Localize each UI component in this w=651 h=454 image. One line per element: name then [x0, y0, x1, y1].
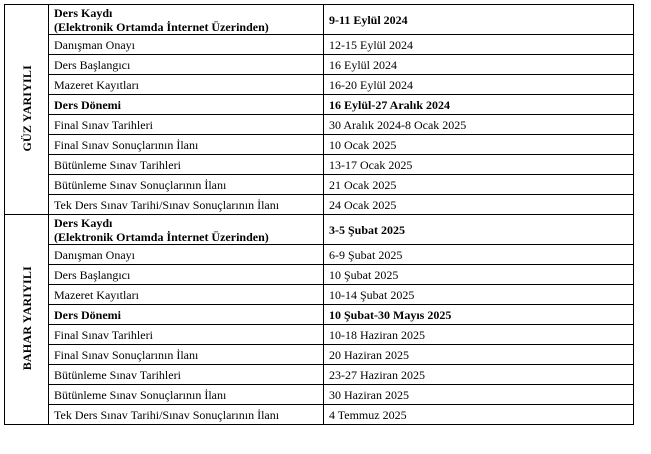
event-name: Final Sınav Tarihleri [54, 327, 153, 342]
semester-label-cell [5, 5, 49, 215]
event-cell [49, 215, 324, 245]
event-cell [49, 5, 324, 35]
date-cell: 20 Haziran 2025 [324, 345, 634, 365]
event-cell [49, 55, 324, 75]
event-name: Tek Ders Sınav Tarihi/Sınav Sonuçlarının İlanı [54, 407, 280, 422]
table-row [5, 95, 634, 115]
table-row [5, 195, 634, 215]
table-row [5, 245, 634, 265]
date-cell: 10-14 Şubat 2025 [324, 285, 634, 305]
date-cell: 30 Aralık 2024-8 Ocak 2025 [324, 115, 634, 135]
event-name: Final Sınav Sonuçlarının İlanı [54, 137, 199, 152]
event-name: Ders Kaydı [54, 5, 113, 20]
event-note: (Elektronik Ortamda İnternet Üzerinden) [54, 19, 269, 34]
event-cell [49, 135, 324, 155]
event-name: Bütünleme Sınav Tarihleri [54, 367, 181, 382]
event-cell [49, 285, 324, 305]
table-row [5, 135, 634, 155]
table-row [5, 365, 634, 385]
event-name: Tek Ders Sınav Tarihi/Sınav Sonuçlarının İlanı [54, 197, 280, 212]
event-cell [49, 385, 324, 405]
table-row [5, 155, 634, 175]
date-cell: 23-27 Haziran 2025 [324, 365, 634, 385]
table-row [5, 265, 634, 285]
date-cell: 10 Şubat 2025 [324, 265, 634, 285]
table-row [5, 175, 634, 195]
date-cell: 12-15 Eylül 2024 [324, 35, 634, 55]
event-name: Ders Dönemi [54, 97, 121, 112]
table-row [5, 35, 634, 55]
event-cell [49, 175, 324, 195]
table-row [5, 325, 634, 345]
table-row [5, 115, 634, 135]
event-note: (Elektronik Ortamda İnternet Üzerinden) [54, 229, 269, 244]
date-cell: 10 Ocak 2025 [324, 135, 634, 155]
event-name: Mazeret Kayıtları [54, 77, 139, 92]
event-cell [49, 305, 324, 325]
date-cell: 9-11 Eylül 2024 [324, 5, 634, 35]
semester-label: BAHAR YARIYILI [19, 265, 34, 371]
event-name: Danışman Onayı [54, 247, 135, 262]
table-row [5, 345, 634, 365]
table-row [5, 285, 634, 305]
event-cell [49, 75, 324, 95]
event-name: Ders Başlangıcı [54, 267, 131, 282]
calendar-body [5, 5, 634, 425]
calendar-table [4, 4, 634, 425]
event-name: Final Sınav Sonuçlarının İlanı [54, 347, 199, 362]
event-cell [49, 95, 324, 115]
table-row [5, 385, 634, 405]
date-cell: 30 Haziran 2025 [324, 385, 634, 405]
event-name: Bütünleme Sınav Sonuçlarının İlanı [54, 177, 227, 192]
event-cell [49, 325, 324, 345]
date-cell: 24 Ocak 2025 [324, 195, 634, 215]
event-name: Bütünleme Sınav Tarihleri [54, 157, 181, 172]
event-cell [49, 155, 324, 175]
semester-label-cell [5, 215, 49, 425]
event-name: Mazeret Kayıtları [54, 287, 139, 302]
academic-calendar [4, 4, 634, 425]
event-name: Danışman Onayı [54, 37, 135, 52]
table-row [5, 75, 634, 95]
date-cell: 16 Eylül 2024 [324, 55, 634, 75]
date-cell: 21 Ocak 2025 [324, 175, 634, 195]
date-cell: 6-9 Şubat 2025 [324, 245, 634, 265]
event-cell [49, 35, 324, 55]
date-cell: 13-17 Ocak 2025 [324, 155, 634, 175]
date-cell: 10 Şubat-30 Mayıs 2025 [324, 305, 634, 325]
event-cell [49, 245, 324, 265]
event-cell [49, 265, 324, 285]
table-row [5, 5, 634, 35]
event-cell [49, 405, 324, 425]
table-row [5, 55, 634, 75]
event-name: Ders Kaydı [54, 215, 113, 230]
date-cell: 10-18 Haziran 2025 [324, 325, 634, 345]
date-cell: 16-20 Eylül 2024 [324, 75, 634, 95]
event-cell [49, 365, 324, 385]
event-name: Ders Başlangıcı [54, 57, 131, 72]
table-row [5, 405, 634, 425]
table-row [5, 305, 634, 325]
event-name: Ders Dönemi [54, 307, 121, 322]
date-cell: 4 Temmuz 2025 [324, 405, 634, 425]
event-cell [49, 345, 324, 365]
event-name: Final Sınav Tarihleri [54, 117, 153, 132]
semester-label: GÜZ YARIYILI [19, 64, 34, 152]
event-cell [49, 195, 324, 215]
event-cell [49, 115, 324, 135]
event-name: Bütünleme Sınav Sonuçlarının İlanı [54, 387, 227, 402]
table-row [5, 215, 634, 245]
date-cell: 3-5 Şubat 2025 [324, 215, 634, 245]
date-cell: 16 Eylül-27 Aralık 2024 [324, 95, 634, 115]
